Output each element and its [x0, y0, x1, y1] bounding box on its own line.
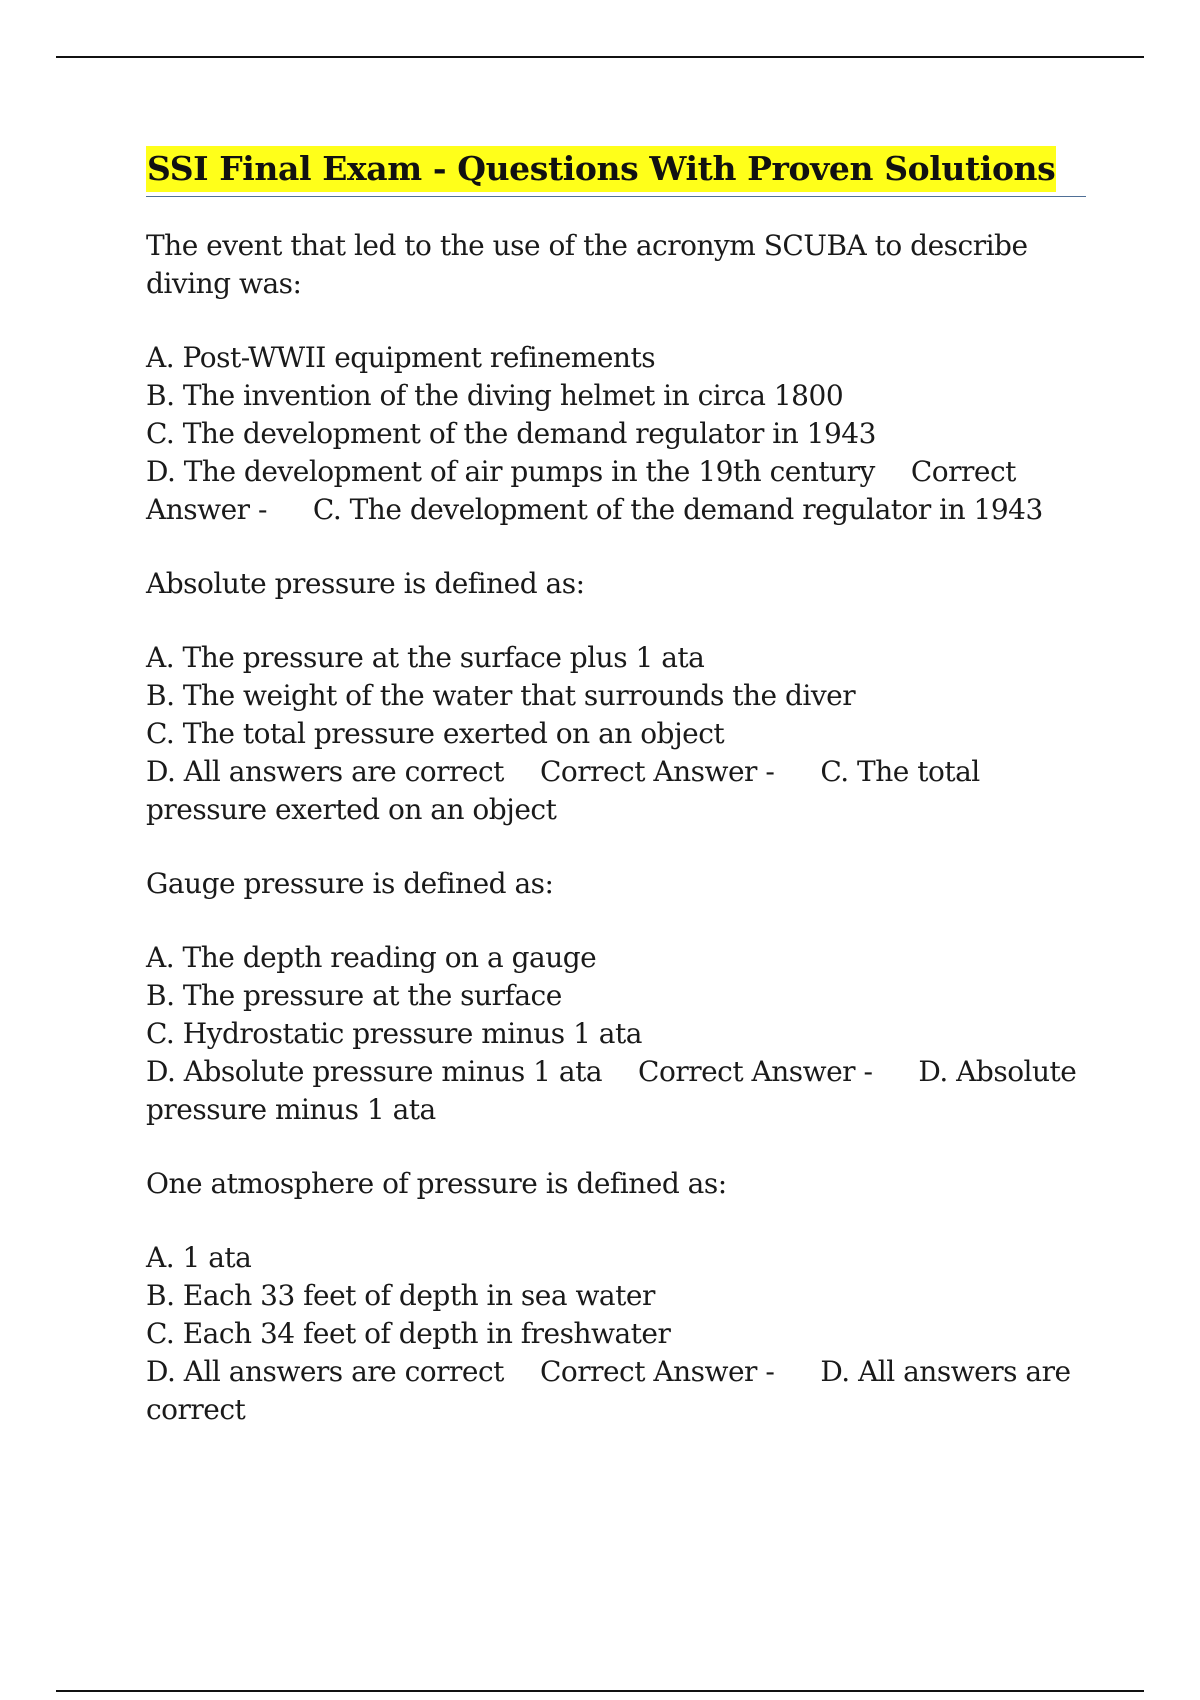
- question-1: [146, 227, 1086, 529]
- option-a: A. The pressure at the surface plus 1 ata: [146, 641, 705, 674]
- document-title: SSI Final Exam - Questions With Proven Solutions: [146, 146, 1056, 192]
- option-b: B. The pressure at the surface: [146, 979, 562, 1012]
- document-body: [146, 146, 1086, 1465]
- question-4: [146, 1165, 1086, 1429]
- question-2: [146, 565, 1086, 829]
- correct-answer-label: Correct Answer -: [638, 1055, 873, 1088]
- question-3: [146, 865, 1086, 1129]
- option-a: A. Post-WWII equipment refinements: [146, 341, 656, 374]
- option-d-with-answer: [146, 453, 1086, 529]
- correct-answer: C. The total pressure exerted on an object: [146, 755, 989, 826]
- title-underline: [146, 146, 1086, 197]
- option-b: B. Each 33 feet of depth in sea water: [146, 1279, 655, 1312]
- option-a: A. The depth reading on a gauge: [146, 941, 597, 974]
- option-c: C. The development of the demand regulator in 1943: [146, 417, 876, 450]
- correct-answer-label: Correct Answer -: [539, 1355, 775, 1388]
- correct-answer-label: Correct Answer -: [539, 755, 775, 788]
- option-c: C. The total pressure exerted on an object: [146, 717, 725, 750]
- option-d: D. All answers are correct: [146, 755, 504, 788]
- option-c: C. Each 34 feet of depth in freshwater: [146, 1317, 671, 1350]
- option-b: B. The invention of the diving helmet in circa 1800: [146, 379, 844, 412]
- option-d: D. The development of air pumps in the 19th century: [146, 455, 875, 488]
- page-bottom-rule: [56, 1690, 1144, 1692]
- question-stem: The event that led to the use of the acronym SCUBA to describe diving was:: [146, 229, 1036, 300]
- question-stem: Gauge pressure is defined as:: [146, 867, 554, 900]
- option-a: A. 1 ata: [146, 1241, 252, 1274]
- option-d: D. Absolute pressure minus 1 ata: [146, 1055, 603, 1088]
- page-top-rule: [56, 56, 1144, 58]
- option-d: D. All answers are correct: [146, 1355, 504, 1388]
- option-d-with-answer: [146, 753, 1086, 829]
- correct-answer: D. Absolute pressure minus 1 ata: [146, 1055, 1085, 1126]
- option-b: B. The weight of the water that surrounds the diver: [146, 679, 856, 712]
- correct-answer-label: Correct Answer -: [146, 455, 1025, 526]
- option-c: C. Hydrostatic pressure minus 1 ata: [146, 1017, 642, 1050]
- question-stem: Absolute pressure is defined as:: [146, 567, 585, 600]
- option-d-with-answer: [146, 1053, 1086, 1129]
- question-stem: One atmosphere of pressure is defined as:: [146, 1167, 727, 1200]
- correct-answer: D. All answers are correct: [146, 1355, 1079, 1426]
- correct-answer: C. The development of the demand regulator in 1943: [312, 493, 1043, 526]
- option-d-with-answer: [146, 1353, 1086, 1429]
